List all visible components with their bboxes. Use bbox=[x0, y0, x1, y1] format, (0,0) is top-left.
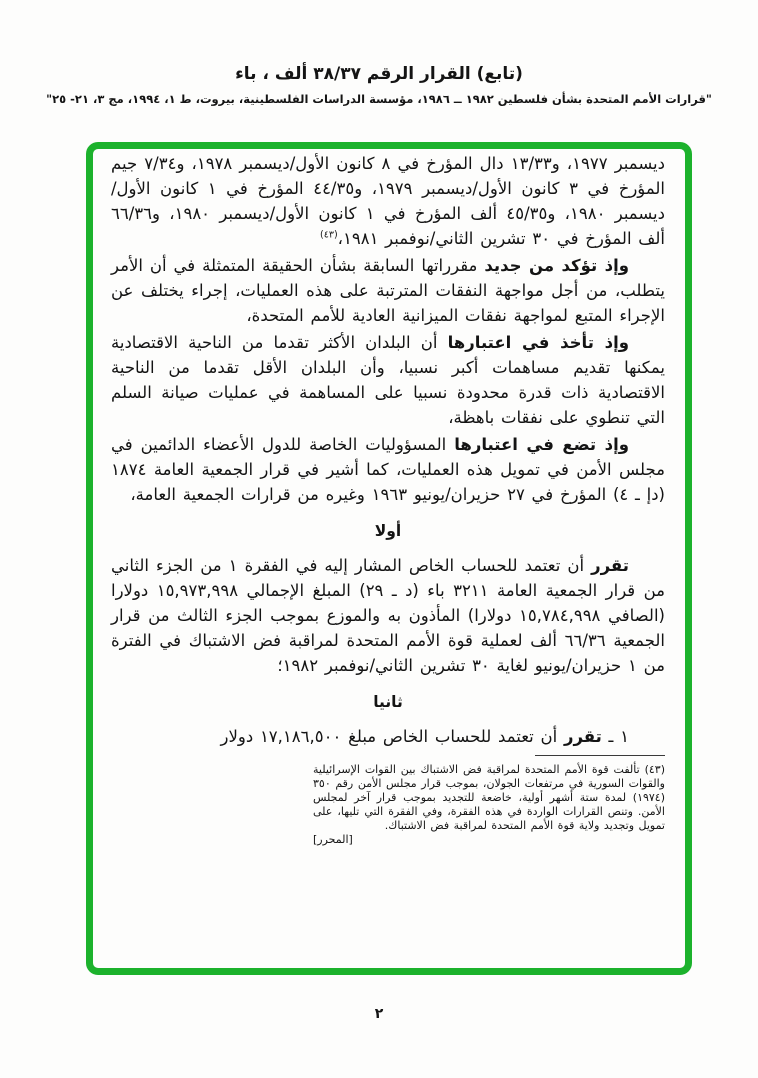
preamble-paragraph-taking-into-account bbox=[111, 330, 665, 430]
footnote-text: تألفت قوة الأمم المتحدة لمراقبة فض الاشتباك بين القوات الإسرائيلية والقوات السورية في مرتفعات الجولان، بموجب قرار مجلس الأمن رقم ٣٥٠ (١٩٧٤) لمدة ستة أشهر أولية، خاضعة للتجديد بموجب قرار آخر لمجلس الأمن. وتنص القرارات الواردة في هذه الفقرة، وفي الفقرة التي تليها، على تمويل وتجديد ولاية قوة الأمم المتحدة لمراقبة فض الاشتباك. bbox=[313, 763, 665, 832]
operative-paragraph-appropriation bbox=[111, 553, 665, 678]
footnote-separator bbox=[535, 755, 665, 756]
footnote-marker: (٤٣) bbox=[644, 763, 665, 776]
paragraph-text: أن تعتمد للحساب الخاص مبلغ ١٧,١٨٦,٥٠٠ دولار bbox=[220, 727, 564, 746]
section-heading-second: ثانيا bbox=[373, 693, 403, 711]
paragraph-lead: تقرر bbox=[591, 556, 629, 575]
paragraph-continuation bbox=[111, 151, 665, 251]
paragraph-text: المسؤوليات الخاصة للدول الأعضاء الدائمين في مجلس الأمن في تمويل هذه العمليات، كما أشير في قرار الجمعية العامة ١٨٧٤ (دإ ـ ٤) المؤرخ في ٢٧ حزيران/يونيو ١٩٦٣ وغيره من قرارات الجمعية العامة، bbox=[111, 435, 665, 504]
paragraph-text: مقرراتها السابقة بشأن الحقيقة المتمثلة في أن الأمر يتطلب، من أجل مواجهة النفقات المترتبة على هذه العمليات، إجراء يختلف عن الإجراء المتبع لمواجهة نفقات الميزانية العادية للأمم المتحدة، bbox=[111, 256, 665, 325]
page-header bbox=[0, 64, 758, 106]
preamble-paragraph-bearing-in-mind bbox=[111, 432, 665, 507]
paragraph-lead: وإذ تضع في اعتبارها bbox=[454, 435, 629, 454]
paragraph-lead: وإذ تأخذ في اعتبارها bbox=[447, 333, 629, 352]
paragraph-lead: وإذ تؤكد من جديد bbox=[484, 256, 629, 275]
operative-paragraph-one bbox=[111, 724, 665, 749]
paragraph-text: أن البلدان الأكثر تقدما من الناحية الاقتصادية يمكنها تقديم مساهمات أكبر نسبيا، وأن البلدان الأقل تقدما من الناحية الاقتصادية ذات قدرة محدودة نسبيا على المساهمة في عمليات صيانة السلم التي تنطوي على نفقات باهظة، bbox=[111, 333, 665, 427]
footnote-editor-attribution: [المحرر] bbox=[313, 833, 353, 846]
resolution-body bbox=[111, 151, 665, 847]
source-citation: "قرارات الأمم المتحدة بشأن فلسطين ١٩٨٢ ــ ١٩٨٦، مؤسسة الدراسات الفلسطينية، بيروت، ط ١، ١٩٩٤، مج ٣، ٢١- ٢٥" bbox=[46, 92, 712, 106]
page-number: ٢ bbox=[374, 1006, 384, 1022]
green-frame bbox=[86, 142, 692, 975]
section-heading-first: أولا bbox=[374, 522, 402, 540]
resolution-title: (تابع) القرار الرقم ٣٨/٣٧ ألف ، باء bbox=[235, 64, 523, 84]
paragraph-number: ١ ـ bbox=[601, 727, 629, 746]
paragraph-lead: تقرر bbox=[563, 727, 602, 746]
footnote bbox=[313, 763, 665, 847]
paragraph-text: ديسمبر ١٩٧٧، و١٣/٣٣ دال المؤرخ في ٨ كانون الأول/ديسمبر ١٩٧٨، و٧/٣٤ جيم المؤرخ في ٣ كانون الأول/ديسمبر ١٩٧٩، و٤٤/٣٥ المؤرخ في ١ كانون الأول/ديسمبر ١٩٨٠، و٤٥/٣٥ ألف المؤرخ في ١ كانون الأول/ديسمبر ١٩٨٠، و٦٦/٣٦ ألف المؤرخ في ٣٠ تشرين الثاني/نوفمبر ١٩٨١، bbox=[111, 154, 665, 248]
paragraph-text: أن تعتمد للحساب الخاص المشار إليه في الفقرة ١ من الجزء الثاني من قرار الجمعية العامة ٣٢١١ باء (د ـ ٢٩) المبلغ الإجمالي ١٥,٩٧٣,٩٩٨ دولارا (الصافي ١٥,٧٨٤,٩٩٨ دولارا) المأذون به والموزع بموجب الجزء الثالث من قرار الجمعية ٦٦/٣٦ ألف لعملية قوة الأمم المتحدة لمراقبة فض الاشتباك في الفترة من ١ حزيران/يونيو لغاية ٣٠ تشرين الثاني/نوفمبر ١٩٨٢؛ bbox=[111, 556, 665, 675]
footnote-reference: (٤٣) bbox=[320, 229, 338, 241]
preamble-paragraph-reaffirming bbox=[111, 253, 665, 328]
